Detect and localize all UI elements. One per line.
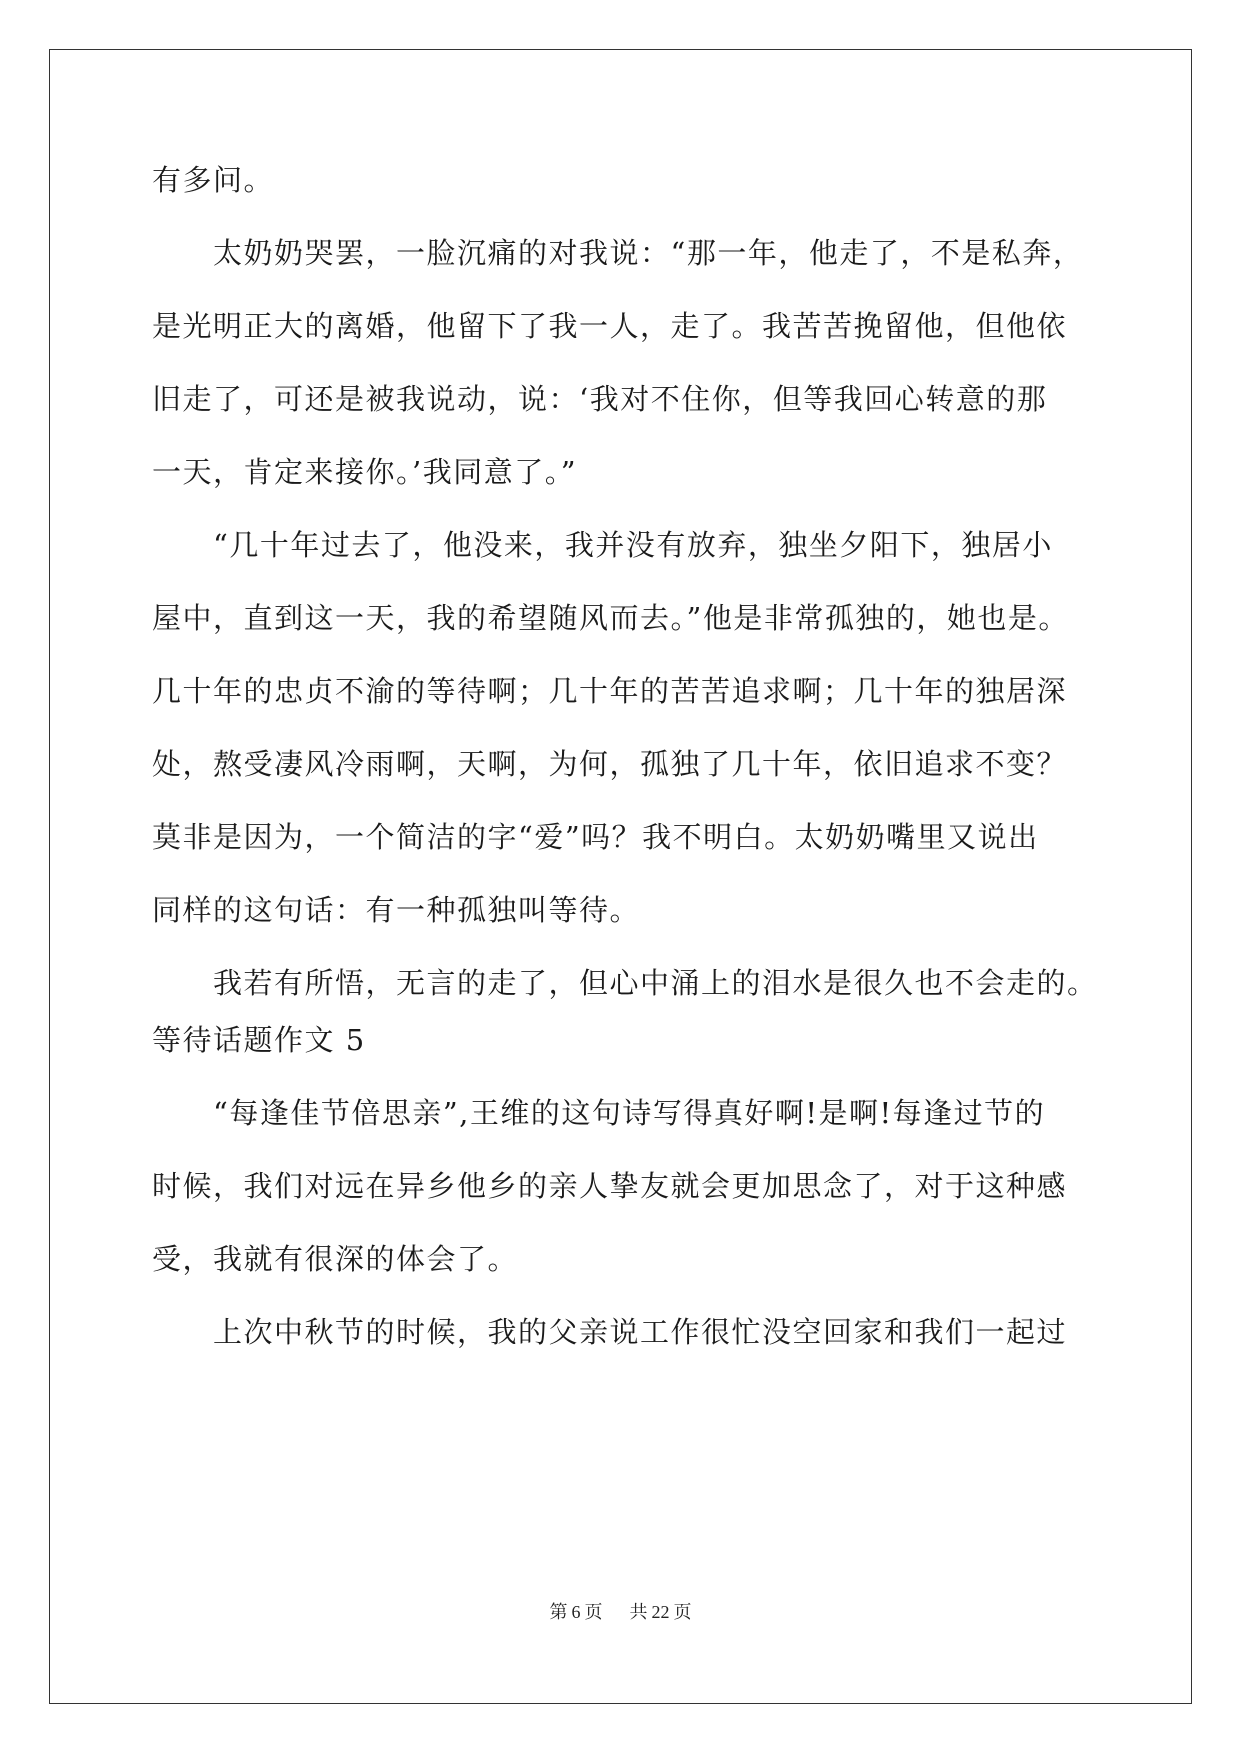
footer-total-pages: 22: [651, 1602, 670, 1622]
text-line: 时候，我们对远在异乡他乡的亲人挚友就会更加思念了，对于这种感: [152, 1169, 1068, 1203]
text-line: 上次中秋节的时候，我的父亲说工作很忙没空回家和我们一起过: [152, 1315, 1068, 1349]
text-line: 处，熬受凄风冷雨啊，天啊，为何，孤独了几十年，依旧追求不变？: [152, 747, 1068, 781]
text-line: 莫非是因为，一个简洁的字“爱”吗？我不明白。太奶奶嘴里又说出: [152, 820, 1039, 854]
footer-page-unit: 页: [584, 1602, 603, 1623]
footer-total-unit: 页: [673, 1602, 692, 1623]
footer-page-number: 6: [571, 1602, 581, 1622]
text-line: 有多问。: [152, 163, 275, 197]
text-line: 一天，肯定来接你。’我同意了。”: [152, 455, 578, 489]
text-line: 是光明正大的离婚，他留下了我一人，走了。我苦苦挽留他，但他依: [152, 309, 1068, 343]
text-line: 受，我就有很深的体会了。: [152, 1242, 519, 1276]
text-line: 太奶奶哭罢，一脸沉痛的对我说：“那一年，他走了，不是私奔，: [152, 236, 1084, 270]
text-line: 我若有所悟，无言的走了，但心中涌上的泪水是很久也不会走的。: [152, 966, 1098, 1000]
footer-total-prefix: 共: [629, 1602, 648, 1623]
text-line: 旧走了，可还是被我说动，说：‘我对不住你，但等我回心转意的那: [152, 382, 1048, 416]
text-line: “几十年过去了，他没来，我并没有放弃，独坐夕阳下，独居小: [152, 528, 1053, 562]
footer-prefix: 第: [549, 1602, 568, 1623]
text-line: “每逢佳节倍思亲”,王维的这句诗写得真好啊!是啊!每逢过节的: [152, 1096, 1046, 1130]
text-line: 屋中，直到这一天，我的希望随风而去。”他是非常孤独的，她也是。: [152, 601, 1069, 635]
page-border: [49, 49, 1192, 1704]
page-footer: [0, 1598, 1241, 1624]
section-heading: 等待话题作文 5: [152, 1023, 366, 1057]
text-line: 几十年的忠贞不渝的等待啊；几十年的苦苦追求啊；几十年的独居深: [152, 674, 1068, 708]
text-line: 同样的这句话：有一种孤独叫等待。: [152, 893, 641, 927]
